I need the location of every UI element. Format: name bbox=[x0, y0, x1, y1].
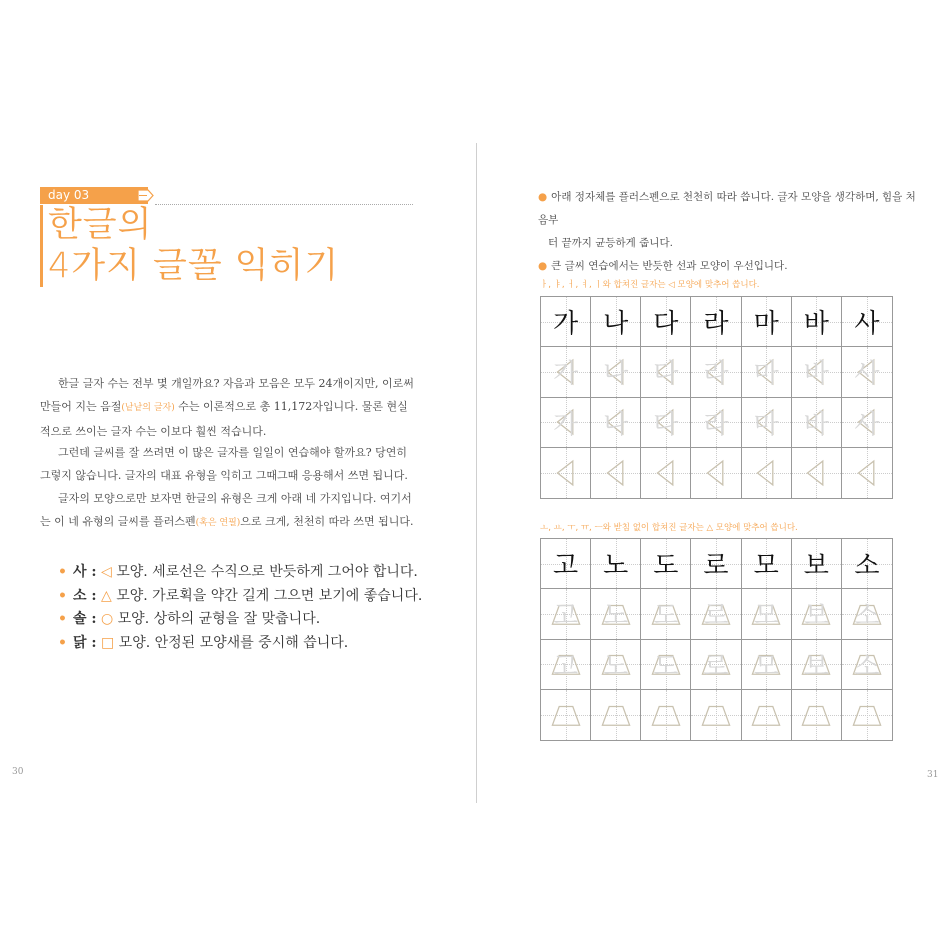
grid-cell bbox=[842, 297, 892, 347]
grid-cell bbox=[591, 690, 641, 740]
model-glyph: 고 bbox=[553, 551, 579, 582]
grid-cell bbox=[541, 347, 591, 397]
grid-cell bbox=[591, 297, 641, 347]
grid-cell bbox=[641, 539, 691, 589]
trace-glyph[interactable]: 도 bbox=[653, 651, 679, 682]
pencil-icon bbox=[138, 188, 154, 203]
shape-guide-icon bbox=[850, 456, 884, 490]
trace-glyph[interactable]: 로 bbox=[703, 601, 729, 632]
bullet-item: • 솔 : ○ 모양. 상하의 균형을 잘 맞춥니다. bbox=[58, 611, 321, 627]
page-number-left: 30 bbox=[12, 767, 24, 777]
trace-glyph[interactable]: 도 bbox=[653, 601, 679, 632]
bullet-item: • 소 : △ 모양. 가로획을 약간 길게 그으면 보기에 좋습니다. bbox=[58, 587, 423, 604]
grid-cell bbox=[792, 640, 842, 690]
trace-glyph[interactable]: 바 bbox=[803, 409, 829, 440]
grid-cell bbox=[541, 539, 591, 589]
grid-caption-1: ㅏ, ㅑ, ㅓ, ㅕ, ㅣ와 합쳐진 글자는 ◁ 모양에 맞추어 씁니다. bbox=[540, 280, 760, 290]
page-title bbox=[48, 205, 339, 287]
day-tab: day 03 bbox=[40, 187, 148, 204]
grid-cell bbox=[842, 398, 892, 448]
paragraph-text: 으로 크게, 천천히 따라 쓰면 됩니다. bbox=[240, 515, 414, 528]
trace-glyph[interactable]: 마 bbox=[753, 409, 779, 440]
grid-cell bbox=[691, 539, 741, 589]
grid-cell bbox=[842, 347, 892, 397]
title-line-1: 한글의 bbox=[48, 205, 153, 245]
paragraph-2 bbox=[40, 441, 415, 487]
paragraph-text: 수는 이론적으로 총 11,172자입니다. 물론 현실적으로 쓰이는 글자 수는 이보다 훨씬 적습니다. bbox=[40, 400, 408, 438]
grid-cell bbox=[792, 347, 842, 397]
grid-cell bbox=[691, 589, 741, 639]
grid-cell bbox=[742, 589, 792, 639]
model-glyph: 도 bbox=[653, 551, 679, 582]
grid-cell bbox=[792, 448, 842, 498]
grid-cell bbox=[842, 448, 892, 498]
model-glyph: 보 bbox=[803, 551, 829, 582]
shape-guide-icon bbox=[749, 456, 783, 490]
practice-grid-horizontal bbox=[540, 538, 893, 741]
shape-guide-icon bbox=[749, 698, 783, 732]
grid-cell bbox=[541, 589, 591, 639]
trace-glyph[interactable]: 마 bbox=[753, 359, 779, 390]
model-glyph: 다 bbox=[653, 309, 679, 340]
practice-grid-vertical bbox=[540, 296, 893, 499]
grid-cell bbox=[742, 398, 792, 448]
grid-cell bbox=[591, 589, 641, 639]
grid-cell bbox=[742, 347, 792, 397]
trace-glyph[interactable]: 모 bbox=[753, 651, 779, 682]
model-glyph: 바 bbox=[803, 309, 829, 340]
model-glyph: 라 bbox=[703, 309, 729, 340]
grid-cell bbox=[691, 448, 741, 498]
title-accent-bar bbox=[40, 205, 43, 287]
grid-cell bbox=[691, 640, 741, 690]
model-glyph: 노 bbox=[603, 551, 629, 582]
trace-glyph[interactable]: 노 bbox=[603, 651, 629, 682]
trace-glyph[interactable]: 가 bbox=[553, 359, 579, 390]
grid-cell bbox=[742, 539, 792, 589]
model-glyph: 사 bbox=[854, 309, 880, 340]
trace-glyph[interactable]: 사 bbox=[854, 359, 880, 390]
shape-guide-icon bbox=[850, 698, 884, 732]
grid-cell bbox=[742, 448, 792, 498]
grid-cell bbox=[641, 347, 691, 397]
grid-cell bbox=[641, 589, 691, 639]
grid-cell bbox=[541, 640, 591, 690]
shape-guide-icon bbox=[649, 456, 683, 490]
note-text: 터 끝까지 균등하게 줍니다. bbox=[548, 237, 673, 249]
shape-guide-icon bbox=[549, 698, 583, 732]
grid-cell bbox=[591, 398, 641, 448]
trace-glyph[interactable]: 소 bbox=[854, 651, 880, 682]
grid-cell bbox=[842, 640, 892, 690]
page-gutter bbox=[476, 143, 477, 803]
grid-cell bbox=[691, 398, 741, 448]
trace-glyph[interactable]: 보 bbox=[803, 651, 829, 682]
grid-cell bbox=[641, 297, 691, 347]
trace-glyph[interactable]: 고 bbox=[553, 651, 579, 682]
grid-cell bbox=[842, 539, 892, 589]
model-glyph: 소 bbox=[854, 551, 880, 582]
shape-guide-icon bbox=[699, 698, 733, 732]
trace-glyph[interactable]: 다 bbox=[653, 409, 679, 440]
trace-glyph[interactable]: 나 bbox=[603, 359, 629, 390]
model-glyph: 모 bbox=[753, 551, 779, 582]
paragraph-aside: (혹은 연필) bbox=[195, 518, 241, 528]
shape-guide-icon bbox=[549, 456, 583, 490]
grid-cell bbox=[591, 347, 641, 397]
grid-cell bbox=[591, 640, 641, 690]
trace-glyph[interactable]: 사 bbox=[854, 409, 880, 440]
grid-cell bbox=[541, 448, 591, 498]
grid-cell bbox=[541, 690, 591, 740]
note-text: 큰 글씨 연습에서는 반듯한 선과 모양이 우선입니다. bbox=[551, 260, 788, 272]
grid-cell bbox=[691, 690, 741, 740]
grid-cell bbox=[591, 448, 641, 498]
shape-guide-icon bbox=[649, 698, 683, 732]
grid-cell bbox=[641, 690, 691, 740]
paragraph-text: 글자의 모양으로만 보자면 한글의 유형은 크게 아래 네 가지입니다. 여기서는 이 네 유형의 글씨를 플러스펜 bbox=[40, 492, 412, 528]
grid-cell bbox=[842, 690, 892, 740]
grid-cell bbox=[792, 690, 842, 740]
trace-glyph[interactable]: 라 bbox=[703, 409, 729, 440]
trace-glyph[interactable]: 라 bbox=[703, 359, 729, 390]
trace-glyph[interactable]: 모 bbox=[753, 601, 779, 632]
paragraph-text: 그런데 글씨를 잘 쓰려면 이 많은 글자를 일일이 연습해야 할까요? 당연히 그렇지 않습니다. 글자의 대표 유형을 익히고 그때그때 응용해서 쓰면 됩니다. bbox=[40, 446, 408, 482]
model-glyph: 나 bbox=[603, 309, 629, 340]
shape-guide-icon bbox=[599, 456, 633, 490]
grid-cell bbox=[792, 297, 842, 347]
grid-cell bbox=[641, 640, 691, 690]
grid-cell bbox=[792, 589, 842, 639]
note-text: 아래 정자체를 플러스펜으로 천천히 따라 씁니다. 글자 모양을 생각하며, 힘을 처음부 bbox=[538, 191, 916, 226]
grid-cell bbox=[541, 297, 591, 347]
grid-cell bbox=[742, 297, 792, 347]
shape-icon: △ bbox=[100, 587, 112, 604]
bullet-item: • 닭 : □ 모양. 안정된 모양새를 중시해 씁니다. bbox=[58, 634, 349, 651]
bullet-item: • 사 : ◁ 모양. 세로선은 수직으로 반듯하게 그어야 합니다. bbox=[58, 564, 418, 580]
trace-glyph[interactable]: 고 bbox=[553, 601, 579, 632]
grid-cell bbox=[792, 539, 842, 589]
title-line-2: 4가지 글꼴 익히기 bbox=[48, 246, 340, 286]
model-glyph: 마 bbox=[753, 309, 779, 340]
grid-cell bbox=[842, 589, 892, 639]
paragraph-1 bbox=[40, 372, 415, 443]
shape-icon: □ bbox=[100, 634, 115, 651]
trace-glyph[interactable]: 다 bbox=[653, 359, 679, 390]
grid-cell bbox=[742, 640, 792, 690]
page-number-right: 31 bbox=[927, 770, 939, 780]
grid-cell bbox=[691, 347, 741, 397]
shape-guide-icon bbox=[699, 456, 733, 490]
trace-glyph[interactable]: 바 bbox=[803, 359, 829, 390]
grid-cell bbox=[591, 539, 641, 589]
trace-glyph[interactable]: 소 bbox=[854, 601, 880, 632]
paragraph-3 bbox=[40, 487, 415, 535]
grid-cell bbox=[541, 398, 591, 448]
practice-notes: ● 아래 정자체를 플러스펜으로 천천히 따라 씁니다. 글자 모양을 생각하며, 힘을 처음부 터 끝까지 균등하게 줍니다. ● 큰 글씨 연습에서는 반듯한 선과 모양이 우선입니다. bbox=[538, 191, 916, 272]
grid-cell bbox=[691, 297, 741, 347]
shape-icon: ◁ bbox=[100, 564, 112, 580]
grid-cell bbox=[792, 398, 842, 448]
model-glyph: 로 bbox=[703, 551, 729, 582]
trace-glyph[interactable]: 로 bbox=[703, 651, 729, 682]
shape-icon: ○ bbox=[100, 611, 114, 627]
trace-glyph[interactable]: 나 bbox=[603, 409, 629, 440]
shape-guide-icon bbox=[799, 456, 833, 490]
grid-cell bbox=[742, 690, 792, 740]
shape-guide-icon bbox=[799, 698, 833, 732]
paragraph-aside: (낱낱의 글자) bbox=[121, 403, 175, 413]
grid-caption-2: ㅗ, ㅛ, ㅜ, ㅠ, ㅡ와 받침 없이 합쳐진 글자는 △ 모양에 맞추어 씁니다. bbox=[540, 523, 798, 533]
shape-guide-icon bbox=[599, 698, 633, 732]
trace-glyph[interactable]: 보 bbox=[803, 601, 829, 632]
grid-cell bbox=[641, 398, 691, 448]
shape-bullet-list bbox=[58, 561, 422, 655]
trace-glyph[interactable]: 노 bbox=[603, 601, 629, 632]
trace-glyph[interactable]: 가 bbox=[553, 409, 579, 440]
paragraph-text: 한글 글자 수는 전부 몇 개일까요? 자음과 모음은 모두 24개이지만, 이로써 만들어 지는 음절 bbox=[40, 377, 414, 413]
grid-cell bbox=[641, 448, 691, 498]
model-glyph: 가 bbox=[553, 309, 579, 340]
